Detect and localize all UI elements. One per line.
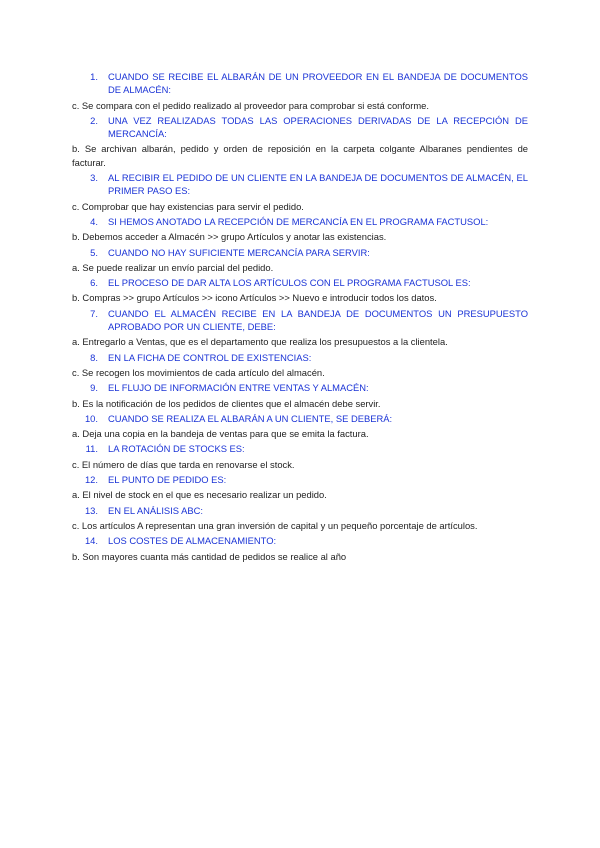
- question-number: 8.: [90, 351, 98, 363]
- question-heading: [72, 351, 528, 364]
- answer-text: c. Comprobar que hay existencias para servir el pedido.: [72, 200, 304, 212]
- question-number: 5.: [90, 246, 98, 258]
- question-block-1: [72, 70, 528, 112]
- question-text: LA ROTACIÓN DE STOCKS ES:: [108, 443, 245, 455]
- question-number: 12.: [84, 474, 98, 486]
- answer-text: a. Se puede realizar un envío parcial del pedido.: [72, 261, 274, 273]
- question-text: EL PROCESO DE DAR ALTA LOS ARTÍCULOS CON EL PROGRAMA FACTUSOL ES:: [108, 277, 471, 289]
- question-heading: [72, 504, 528, 517]
- question-heading: [72, 381, 528, 394]
- question-text: EL FLUJO DE INFORMACIÓN ENTRE VENTAS Y ALMACÉN:: [108, 382, 369, 394]
- question-block-13: [72, 504, 528, 533]
- answer-text: b. Son mayores cuanta más cantidad de pedidos se realice al año: [72, 550, 347, 562]
- question-block-8: [72, 351, 528, 380]
- answer-text: a. Entregarlo a Ventas, que es el departamento que realiza los presupuestos a la clientela.: [72, 336, 448, 348]
- question-heading: [72, 171, 528, 198]
- answer-text: b. Es la notificación de los pedidos de clientes que el almacén debe servir.: [72, 397, 381, 409]
- question-heading: [72, 114, 528, 141]
- question-block-6: [72, 276, 528, 305]
- answer-text: b. Debemos acceder a Almacén >> grupo Artículos y anotar las existencias.: [72, 231, 387, 243]
- question-number: 14.: [84, 535, 98, 547]
- question-heading: [72, 70, 528, 97]
- answer-text: a. Deja una copia en la bandeja de ventas para que se emita la factura.: [72, 428, 369, 440]
- question-number: 13.: [84, 504, 98, 516]
- question-number: 6.: [90, 277, 98, 289]
- question-block-5: [72, 246, 528, 275]
- question-block-12: [72, 473, 528, 502]
- question-heading: [72, 412, 528, 425]
- answer-text: c. El número de días que tarda en renovarse el stock.: [72, 458, 295, 470]
- question-heading: [72, 215, 528, 228]
- question-text: CUANDO NO HAY SUFICIENTE MERCANCÍA PARA SERVIR:: [108, 246, 370, 258]
- answer-text: b. Compras >> grupo Artículos >> icono Artículos >> Nuevo e introducir todos los datos.: [72, 292, 437, 304]
- question-number: 11.: [85, 443, 98, 455]
- question-text: UNA VEZ REALIZADAS TODAS LAS OPERACIONES DERIVADAS DE LA RECEPCIÓN DE MERCANCÍA:: [108, 114, 528, 140]
- question-text: CUANDO SE RECIBE EL ALBARÁN DE UN PROVEEDOR EN EL BANDEJA DE DOCUMENTOS DE ALMACÉN:: [108, 71, 528, 96]
- question-block-14: [72, 534, 528, 563]
- question-heading: [72, 246, 528, 259]
- question-text: LOS COSTES DE ALMACENAMIENTO:: [108, 535, 277, 547]
- question-number: 2.: [90, 114, 98, 126]
- answer-text: b. Se archivan albarán, pedido y orden de reposición en la carpeta colgante Albaranes pendientes de facturar.: [72, 143, 528, 168]
- answer-text: c. Se recogen los movimientos de cada artículo del almacén.: [72, 366, 325, 378]
- question-block-9: [72, 381, 528, 410]
- question-block-2: [72, 114, 528, 169]
- question-number: 3.: [90, 172, 98, 184]
- question-text: EL PUNTO DE PEDIDO ES:: [108, 474, 227, 486]
- question-text: AL RECIBIR EL PEDIDO DE UN CLIENTE EN LA BANDEJA DE DOCUMENTOS DE ALMACÉN, EL PRIMER PASO ES:: [108, 172, 528, 197]
- question-block-4: [72, 215, 528, 244]
- answer-text: a. El nivel de stock en el que es necesario realizar un pedido.: [72, 489, 327, 501]
- question-text: CUANDO EL ALMACÉN RECIBE EN LA BANDEJA DE DOCUMENTOS UN PRESUPUESTO APROBADO POR UN CLIENTE, DEBE:: [108, 307, 528, 333]
- question-text: EN EL ANÁLISIS ABC:: [108, 504, 204, 516]
- question-block-11: [72, 442, 528, 471]
- question-text: CUANDO SE REALIZA EL ALBARÁN A UN CLIENTE, SE DEBERÁ:: [108, 412, 393, 424]
- question-heading: [72, 442, 528, 455]
- question-heading: [72, 276, 528, 289]
- question-heading: [72, 307, 528, 334]
- answer-text: c. Se compara con el pedido realizado al proveedor para comprobar si está conforme.: [72, 99, 429, 111]
- question-number: 7.: [90, 307, 98, 319]
- question-text: SI HEMOS ANOTADO LA RECEPCIÓN DE MERCANCÍA EN EL PROGRAMA FACTUSOL:: [108, 215, 489, 227]
- answer-text: c. Los artículos A representan una gran inversión de capital y un pequeño porcentaje de artículos.: [72, 519, 478, 531]
- question-number: 9.: [90, 382, 98, 394]
- question-block-7: [72, 307, 528, 349]
- question-number: 10.: [84, 412, 98, 424]
- question-block-10: [72, 412, 528, 441]
- question-number: 4.: [90, 215, 98, 227]
- question-number: 1.: [90, 71, 98, 82]
- question-block-3: [72, 171, 528, 213]
- question-text: EN LA FICHA DE CONTROL DE EXISTENCIAS:: [108, 351, 312, 363]
- question-heading: [72, 534, 528, 547]
- question-heading: [72, 473, 528, 486]
